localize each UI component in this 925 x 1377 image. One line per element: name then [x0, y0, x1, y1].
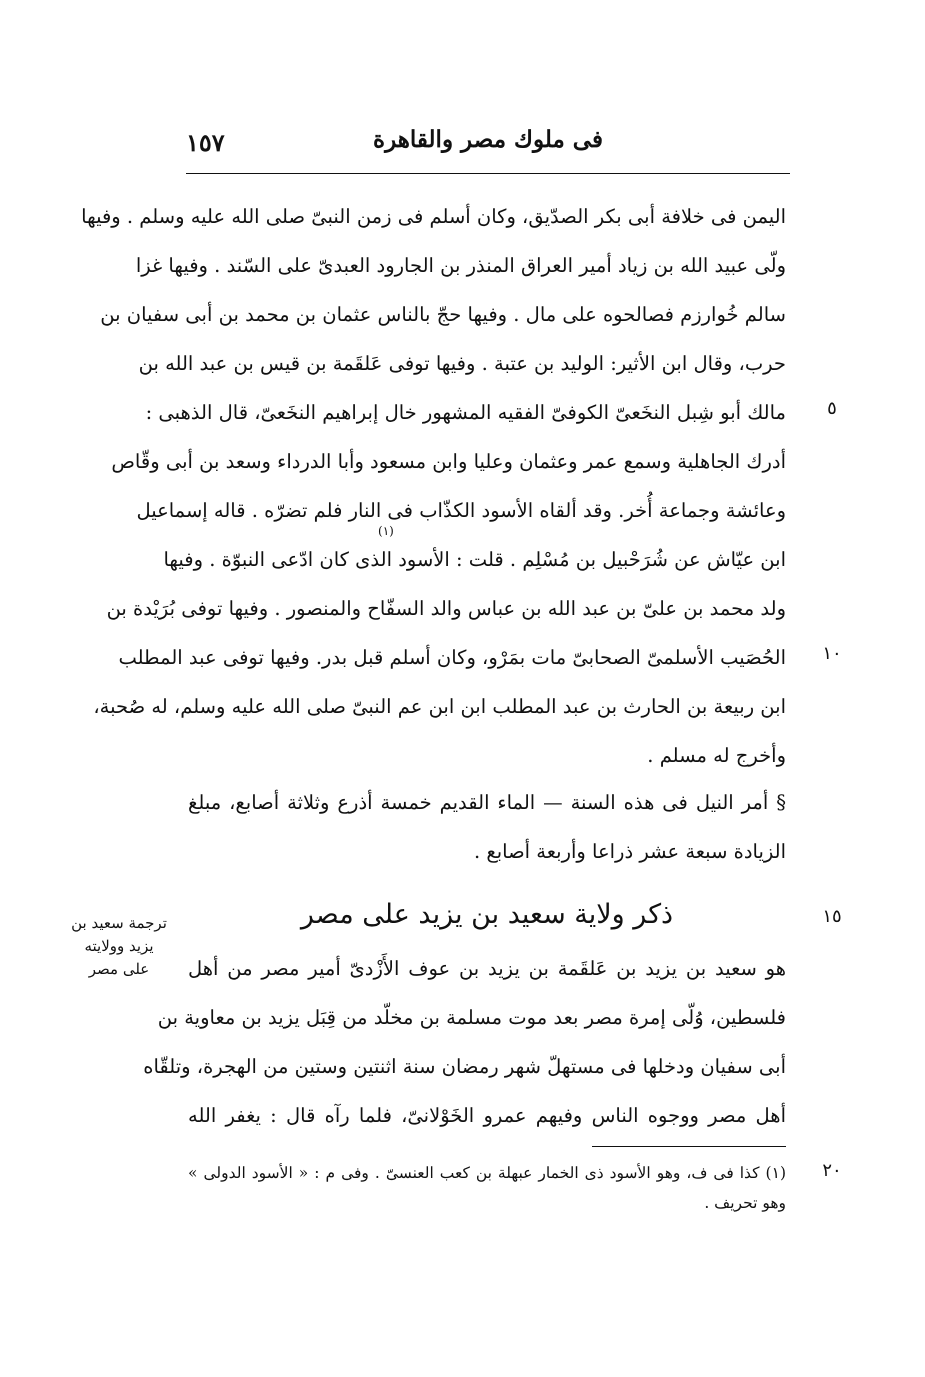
page-number: ١٥٧ — [186, 128, 225, 157]
margin-note-line: يزيد وولايته — [84, 937, 154, 955]
header-rule — [186, 173, 790, 174]
text-line: أهل مصر ووجوه الناس وفيهم عمرو الخَوْلانىّ، فلما رآه قال : يغفر الله — [188, 1104, 786, 1127]
text-line: سالم خُوارزم فصالحوه على مال . وفيها حجّ بالناس عثمان بن محمد بن أبى سفيان بن — [100, 303, 786, 326]
paragraph-nile-level — [188, 778, 786, 876]
text-line: § أمر النيل فى هذه السنة — الماء القديم خمسة أذرع وثلاثة أصابع، مبلغ — [188, 791, 786, 814]
text-line: الحُصَيب الأسلمىّ الصحابىّ مات بمَرْو، وكان أسلم قبل بدر. وفيها توفى عبد المطلب — [118, 646, 786, 669]
page-header — [186, 118, 790, 166]
text-line: وأخرج له مسلم . — [647, 744, 786, 767]
text-line: أدرك الجاهلية وسمع عمر وعثمان وعليا وابن مسعود وأبا الدرداء وسعد بن أبى وقّاص — [111, 450, 786, 473]
running-title: فى ملوك مصر والقاهرة — [373, 126, 603, 153]
footnote-line: (١) كذا فى ف، وهو الأسود ذى الخمار عبهلة بن كعب العنسىّ . وفى م : « الأسود الدولى » — [188, 1164, 786, 1182]
text-line: اليمن فى خلافة أبى بكر الصدّيق، وكان أسلم فى زمن النبىّ صلى الله عليه وسلم . وفيها — [81, 205, 786, 228]
line-number: ١٥ — [822, 906, 842, 927]
text-line: فلسطين، وُلّى إمرة مصر بعد موت مسلمة بن مخلّد من قِبَل يزيد بن معاوية بن — [157, 1006, 786, 1029]
footnote-marker: (١) — [378, 524, 394, 538]
text-line: ابن عيّاش عن شُرَحْبيل بن مُسْلِم . قلت : الأسود الذى كان ادّعى النبوّة . وفيها — [163, 548, 786, 571]
margin-note-line: ترجمة سعيد بن — [71, 914, 167, 932]
line-number: ٢٠ — [822, 1160, 842, 1181]
paragraph-said-bin-yazid — [143, 944, 786, 1140]
text-line: وعائشة وجماعة أُخر. وقد ألقاه الأسود الكذّاب فى النار فلم تضرّه . قاله إسماعيل — [136, 499, 786, 522]
text-line: ولّى عبيد الله بن زياد أمير العراق المنذر بن الجارود العبدىّ على السّند . وفيها غزا — [135, 254, 786, 277]
line-number: ٥ — [827, 398, 837, 419]
text-line: حرب، وقال ابن الأثير: الوليد بن عتبة . وفيها توفى عَلقَمة بن قيس بن عبد الله بن — [138, 352, 786, 375]
section-heading: ذكر ولاية سعيد بن يزيد على مصر — [300, 899, 674, 930]
paragraph-history-events — [81, 192, 786, 780]
text-line: ابن ربيعة بن الحارث بن عبد المطلب ابن ابن عم النبىّ صلى الله عليه وسلم، له صُحبة، — [93, 695, 786, 718]
margin-note — [60, 912, 178, 981]
text-line: ولد محمد بن علىّ بن عبد الله بن عباس والد السفّاح والمنصور . وفيها توفى بُرَيْدة بن — [106, 597, 786, 620]
text-line: مالك أبو شِبل النخَعىّ الكوفىّ الفقيه المشهور خال إبراهيم النخَعىّ، قال الذهبى : — [145, 401, 786, 424]
text-line: الزيادة سبعة عشر ذراعا وأربعة أصابع . — [473, 840, 786, 863]
text-line: أبى سفيان ودخلها فى مستهلّ شهر رمضان سنة اثنتين وستين من الهجرة، وتلقّاه — [143, 1055, 786, 1078]
line-number: ١٠ — [822, 643, 842, 664]
text-line: هو سعيد بن يزيد بن عَلقَمة بن يزيد بن عوف الأَزْدىّ أمير مصر من أهل — [188, 957, 786, 980]
footnote-line: وهو تحريف . — [704, 1194, 786, 1212]
margin-note-line: على مصر — [88, 960, 150, 978]
footnotes — [188, 1158, 786, 1218]
footnote-rule — [592, 1146, 786, 1147]
